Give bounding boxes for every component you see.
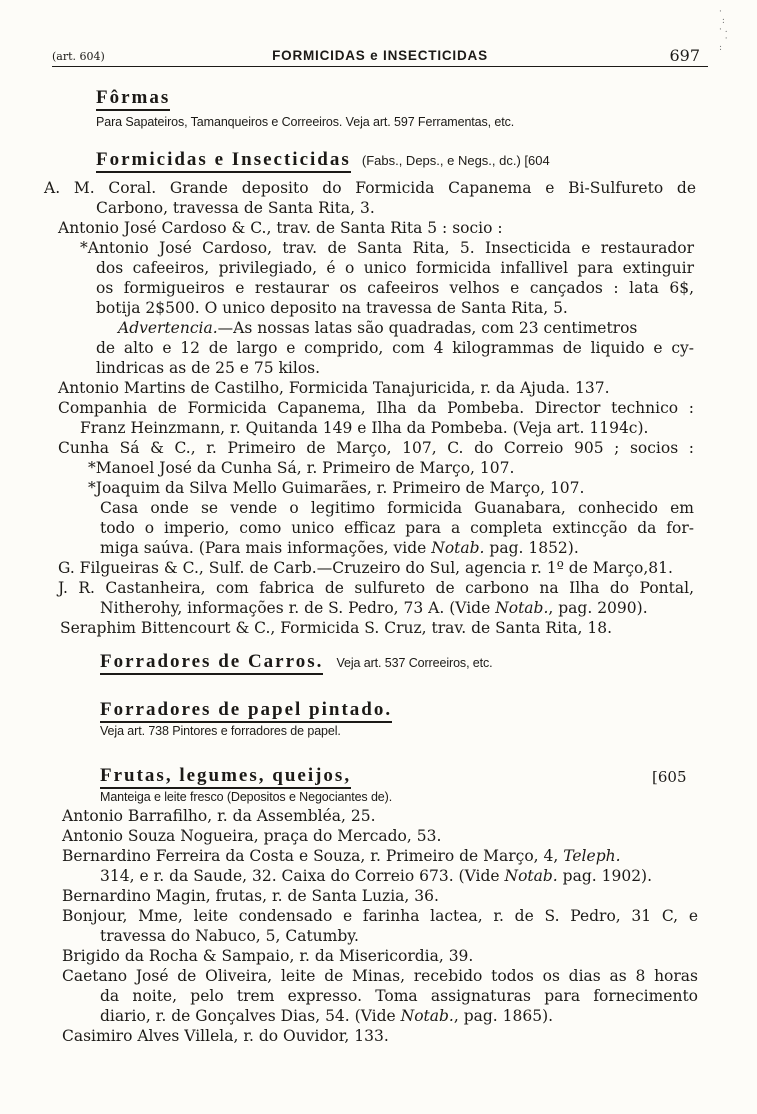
list-item: botija 2$500. O unico deposito na travessa de Santa Rita, 5. [96,299,568,317]
list-item-text: pag. 1852). [489,539,579,557]
list-item: Brigido da Rocha & Sampaio, r. da Misericordia, 39. [62,947,474,965]
list-item: lindricas as de 25 e 75 kilos. [96,359,321,377]
header-title: FORMICIDAS e INSECTICIDAS [272,48,488,63]
list-item: Antonio Souza Nogueira, praça do Mercado, 53. [62,827,442,845]
list-item: Cunha Sá & C., r. Primeiro de Março, 107, C. do Correio 905 ; socios : [58,439,694,457]
list-item: de alto e 12 de largo e comprido, com 4 kilogrammas de liquido e cy- [96,339,694,357]
section-subtitle: (Fabs., Deps., e Negs., dc.) [604 [361,153,550,168]
list-item: dos cafeeiros, privilegiado, é o unico formicida infallivel para extinguir [96,259,694,277]
list-item: Casimiro Alves Villela, r. do Ouvidor, 133. [62,1027,389,1045]
list-item: travessa do Nabuco, 5, Catumby. [100,927,359,945]
running-header [52,46,708,68]
list-item: Casa onde se vende o legitimo formicida Guanabara, conhecido em [100,499,694,517]
list-item-text: , pag. 2090). [548,599,648,617]
list-item-text: Nitherohy, informações r. de S. Pedro, 73 A. (Vide [100,599,491,617]
list-item: Caetano José de Oliveira, leite de Minas, recebido todos os dias as 8 horas [62,967,698,985]
list-item [100,866,652,886]
list-item: da noite, pelo trem expresso. Toma assignaturas para fornecimento [100,987,698,1005]
list-item: Carbono, travessa de Santa Rita, 3. [96,199,375,217]
section-title: Fôrmas [96,88,170,111]
list-item: *Manoel José da Cunha Sá, r. Primeiro de Março, 107. [88,459,515,477]
section-note: Para Sapateiros, Tamanqueiros e Correeiros. Veja art. 597 Ferramentas, etc. [96,115,515,129]
header-page-number: 697 [669,46,700,65]
section-note: Veja art. 738 Pintores e forradores de papel. [100,724,341,738]
list-item-text: 314, e r. da Saude, 32. Caixa do Correio 673. (Vide [100,867,500,885]
list-item [100,538,579,558]
list-item-text: pag. 1902). [562,867,653,885]
advertencia-text: —As nossas latas são quadradas, com 23 centimetros [217,319,638,337]
print-speckle-decoration: · : · . · : [719,7,728,53]
section-note: Veja art. 537 Correeiros, etc. [336,656,493,670]
list-item: os formigueiros e restaurar os cafeeiros velhos e cançados : lata 6$, [96,279,694,297]
list-item-text: , pag. 1865). [453,1007,554,1025]
list-item-text: miga saúva. (Para mais informações, vide [100,539,427,557]
teleph-label: Teleph. [563,847,621,865]
list-item [62,846,621,866]
section-title: Forradores de papel pintado. [100,700,392,723]
section-title: Forradores de Carros. [100,652,323,675]
section-title: Formicidas e Insecticidas [96,150,351,173]
notab-ref: Notab. [495,599,549,617]
list-item [118,318,637,338]
list-item: Franz Heinzmann, r. Quitanda 149 e Ilha da Pombeba. (Veja art. 1194c). [80,419,649,437]
notab-ref: Notab. [431,539,485,557]
list-item: J. R. Castanheira, com fabrica de sulfureto de carbono na Ilha do Pontal, [58,579,694,597]
list-item: todo o imperio, como unico efficaz para a completa extincção da for- [100,519,694,537]
list-item [100,1006,553,1026]
header-article-ref: (art. 604) [52,50,105,63]
notab-ref: Notab. [504,867,558,885]
list-item: Antonio Martins de Castilho, Formicida Tanajuricida, r. da Ajuda. 137. [58,379,610,397]
list-item: Antonio Barrafilho, r. da Assembléa, 25. [62,807,376,825]
list-item: Bernardino Magin, frutas, r. de Santa Luzia, 36. [62,887,439,905]
list-item-text: Bernardino Ferreira da Costa e Souza, r. Primeiro de Março, 4, [62,847,559,865]
list-item: *Joaquim da Silva Mello Guimarães, r. Primeiro de Março, 107. [88,479,585,497]
list-item: Antonio José Cardoso & C., trav. de Santa Rita 5 : socio : [58,219,503,237]
advertencia-label: Advertencia. [118,319,218,337]
section-ref: [605 [652,768,687,786]
list-item: G. Filgueiras & C., Sulf. de Carb.—Cruzeiro do Sul, agencia r. 1º de Março,81. [58,559,673,577]
list-item: *Antonio José Cardoso, trav. de Santa Rita, 5. Insecticida e restaurador [80,239,694,257]
list-item [100,598,648,618]
list-item: Bonjour, Mme, leite condensado e farinha lactea, r. de S. Pedro, 31 C, e [62,907,698,925]
list-item: Seraphim Bittencourt & C., Formicida S. Cruz, trav. de Santa Rita, 18. [60,619,612,637]
section-note: Manteiga e leite fresco (Depositos e Negociantes de). [100,790,393,804]
list-item-text: diario, r. de Gonçalves Dias, 54. (Vide [100,1007,396,1025]
list-item: A. M. Coral. Grande deposito do Formicida Capanema e Bi-Sulfureto de [44,179,696,197]
section-title: Frutas, legumes, queijos, [100,766,351,789]
header-rule [52,66,708,67]
notab-ref: Notab. [400,1007,454,1025]
list-item: Companhia de Formicida Capanema, Ilha da Pombeba. Director technico : [58,399,694,417]
